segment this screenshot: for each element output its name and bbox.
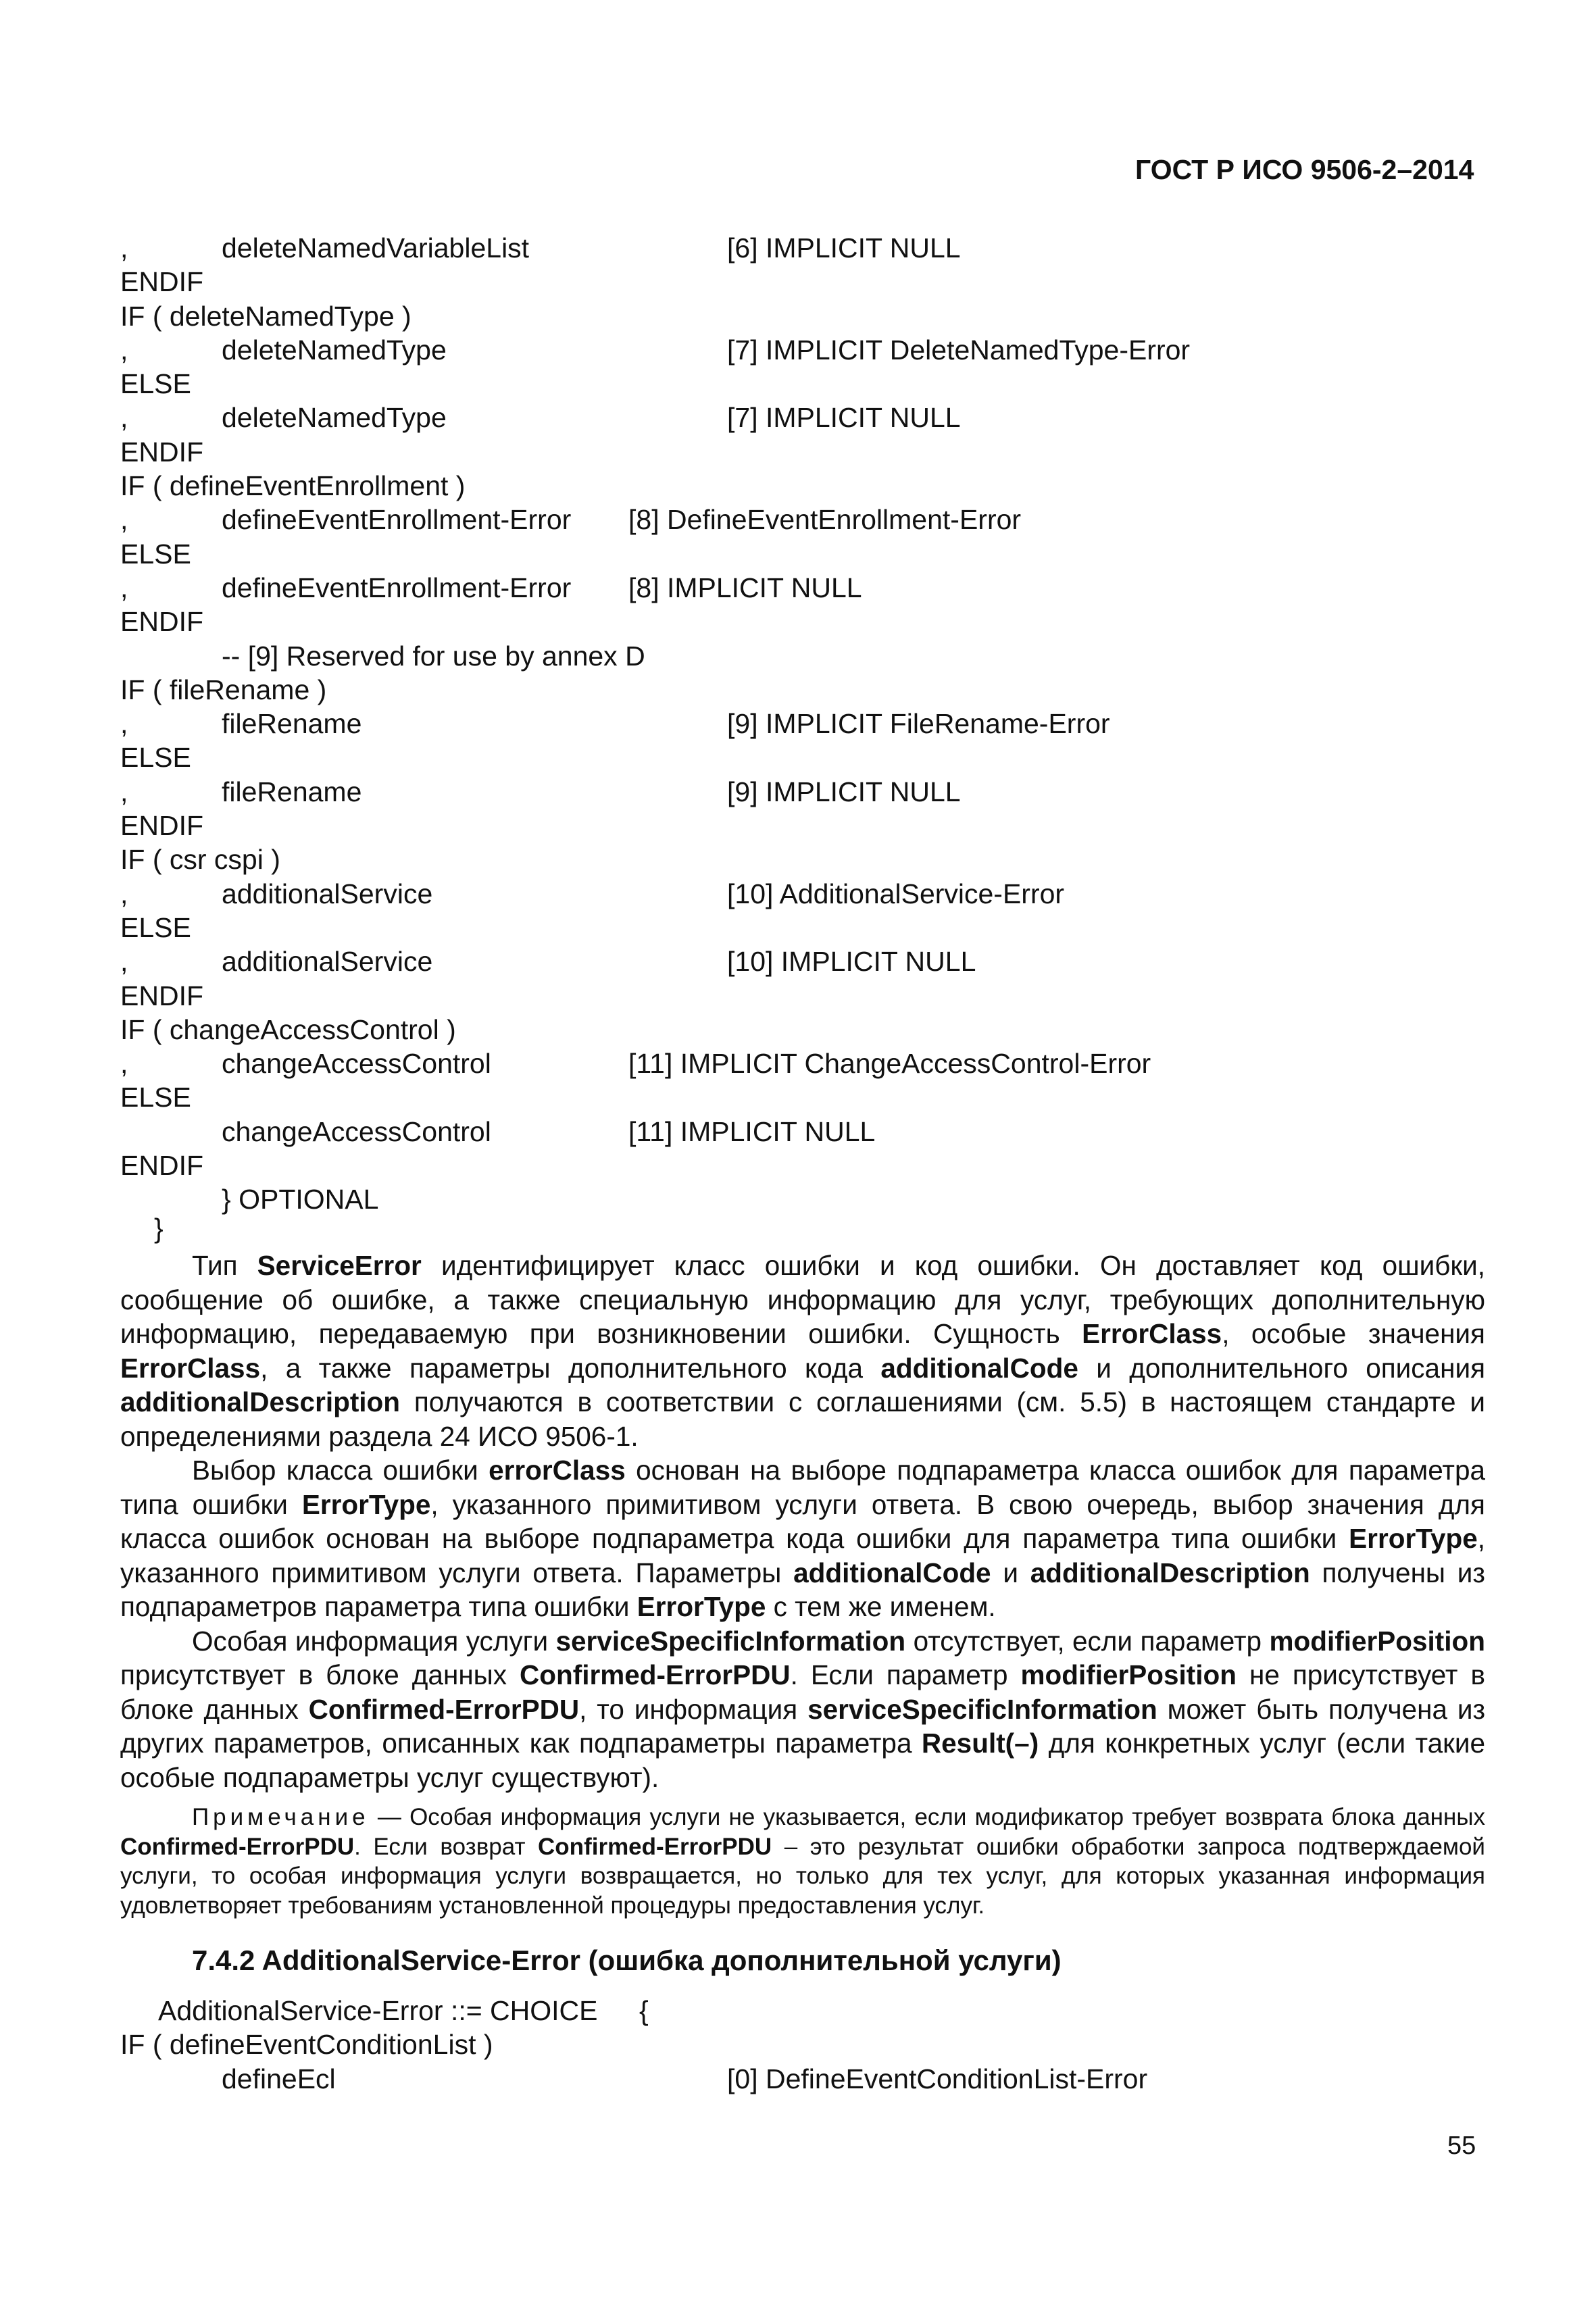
term: modifierPosition [1020, 1659, 1237, 1690]
code-keyword: ENDIF [120, 436, 203, 468]
term: additionalDescription [120, 1386, 401, 1417]
note [120, 1803, 1485, 1920]
code-keyword: , [120, 334, 128, 366]
code-keyword: IF ( fileRename ) [120, 674, 327, 705]
code-line [120, 945, 1485, 978]
code-field-type: [8] IMPLICIT NULL [628, 572, 862, 603]
code-keyword: ENDIF [120, 980, 203, 1011]
section-heading: 7.4.2 AdditionalService-Error (ошибка дополнительной услуги) [192, 1944, 1062, 1976]
code-keyword: ENDIF [120, 1150, 203, 1182]
code-field-name: additionalService [222, 878, 433, 909]
text-run: , указанного примитивом услуги ответа. Параметры [120, 1523, 1485, 1588]
code-line [120, 469, 1485, 503]
code-keyword: , [120, 776, 128, 807]
text-run: идентифицирует класс ошибки и код ошибки. Он доставляет код ошибки, сообщение об ошибке, а также специальную информацию для услуг, требующих дополнительную информацию, передаваемую при возникновении ошибки. Сущность [120, 1250, 1485, 1349]
code-field-type: [6] IMPLICIT NULL [727, 232, 961, 263]
code-field-type: [9] IMPLICIT NULL [727, 776, 961, 807]
term: ErrorClass [1082, 1318, 1222, 1349]
term: ErrorType [301, 1488, 431, 1520]
code-line [120, 1994, 1485, 2028]
text-run: , а также параметры дополнительного кода [260, 1352, 881, 1384]
code-field-name: changeAccessControl [222, 1048, 491, 1080]
code-line [120, 605, 1485, 638]
code-keyword: , [120, 232, 128, 263]
code-line [120, 639, 1485, 673]
term: ServiceError [257, 1250, 422, 1281]
code-line [120, 571, 1485, 605]
code-line [120, 367, 1485, 401]
asn1-code-block-2 [120, 1994, 1485, 2096]
paragraph [120, 1624, 1485, 1795]
code-field-name: } OPTIONAL [222, 1184, 379, 1215]
code-line [120, 1013, 1485, 1047]
term: modifierPosition [1269, 1625, 1485, 1657]
code-keyword: IF ( deleteNamedType ) [120, 300, 412, 332]
asn1-code-block [120, 231, 1485, 1217]
code-line [120, 1149, 1485, 1182]
code-keyword: ELSE [120, 368, 191, 400]
code-type-definition: AdditionalService-Error ::= CHOICE [158, 1995, 598, 2026]
code-keyword: IF ( defineEventConditionList ) [120, 2029, 493, 2061]
code-keyword: , [120, 1048, 128, 1080]
code-field-name: defineEcl [222, 2063, 336, 2094]
closing-brace [120, 1211, 391, 1245]
code-line [120, 401, 1485, 434]
code-line [120, 1115, 1485, 1149]
code-keyword: , [120, 402, 128, 434]
term: Confirmed-ErrorPDU [120, 1833, 355, 1860]
term: ErrorType [637, 1591, 766, 1622]
text-run: . Если возврат [354, 1833, 539, 1860]
paragraph [120, 1249, 1485, 1453]
code-line [120, 842, 1485, 876]
code-line [120, 740, 1485, 774]
text-run: получены из подпараметров параметра типа ошибки [120, 1557, 1485, 1622]
code-field-name: fileRename [222, 776, 362, 807]
code-field-type: [11] IMPLICIT NULL [628, 1115, 876, 1147]
code-line [120, 673, 1485, 707]
code-keyword: , [120, 504, 128, 536]
term: Result(–) [921, 1728, 1039, 1759]
code-line [120, 2028, 1485, 2061]
code-field-type: [7] IMPLICIT DeleteNamedType-Error [727, 334, 1191, 366]
code-field-type: [10] IMPLICIT NULL [727, 946, 976, 978]
code-line [120, 1080, 1485, 1114]
text-run: может быть получена из других параметров, описанных как подпараметры параметра [120, 1693, 1486, 1759]
code-line [120, 333, 1485, 367]
text-run: и [991, 1557, 1030, 1588]
code-line [120, 231, 1485, 265]
code-keyword: ELSE [120, 1082, 191, 1113]
code-keyword: ELSE [120, 911, 191, 943]
code-keyword: , [120, 572, 128, 603]
code-line [120, 1047, 1485, 1080]
code-line [120, 265, 1485, 299]
code-field-name: fileRename [222, 708, 362, 740]
code-keyword: IF ( defineEventEnrollment ) [120, 470, 466, 502]
code-line [120, 435, 1485, 469]
page-header: ГОСТ Р ИСО 9506-2–2014 [1135, 154, 1474, 185]
text-run: Примечание [192, 1804, 370, 1830]
code-keyword: ELSE [120, 538, 191, 570]
text-run: . Если параметр [790, 1659, 1021, 1690]
code-line [120, 809, 1485, 842]
code-field-type: [11] IMPLICIT ChangeAccessControl-Error [628, 1048, 1151, 1080]
text-run: не присутствует в блоке данных [120, 1659, 1485, 1725]
text-run: и дополнительного описания [1078, 1352, 1485, 1384]
term: Confirmed-ErrorPDU [308, 1693, 580, 1725]
text-run: основан на выборе подпараметра класса ошибок для параметра типа ошибки [120, 1455, 1485, 1520]
text-run: с тем же именем. [766, 1591, 996, 1622]
term: additionalCode [793, 1557, 991, 1588]
term: errorClass [489, 1455, 626, 1486]
code-line [120, 2062, 1485, 2096]
code-field-name: defineEventEnrollment-Error [222, 572, 572, 603]
code-line [120, 979, 1485, 1013]
page-number: 55 [1447, 2132, 1476, 2160]
term: serviceSpecificInformation [555, 1625, 906, 1657]
text-run: отсутствует, если параметр [905, 1625, 1270, 1657]
code-line [120, 877, 1485, 911]
code-keyword: , [120, 708, 128, 740]
text-run: , указанного примитивом услуги ответа. В свою очередь, выбор значения для класса ошибок основан на выборе подпараметра кода ошибки для параметра типа ошибки [120, 1488, 1485, 1554]
code-field-name: deleteNamedType [222, 334, 447, 366]
code-field-name: defineEventEnrollment-Error [222, 504, 572, 536]
code-field-type: [0] DefineEventConditionList-Error [727, 2063, 1148, 2094]
code-field-name: changeAccessControl [222, 1115, 491, 1147]
code-keyword: ELSE [120, 742, 191, 774]
code-line [120, 537, 1485, 571]
text-run: для конкретных услуг (если такие особые подпараметры услуг существуют). [120, 1728, 1485, 1793]
text-run: Особая информация услуги [192, 1625, 556, 1657]
code-line [120, 775, 1485, 809]
code-line [120, 911, 1485, 945]
term: ErrorClass [120, 1352, 261, 1384]
code-field-name: -- [9] Reserved for use by annex D [222, 640, 645, 672]
text-run: — Особая информация услуги не указывается, если модификатор требует возврата блока данных [369, 1804, 1485, 1830]
code-field-type: [7] IMPLICIT NULL [727, 402, 961, 434]
code-field-name: deleteNamedType [222, 402, 447, 434]
text-run: , особые значения [1222, 1318, 1485, 1349]
text-run: , то информация [579, 1693, 808, 1725]
paragraph [120, 1453, 1485, 1624]
term: additionalDescription [1030, 1557, 1310, 1588]
code-field-type: [8] DefineEventEnrollment-Error [628, 504, 1022, 536]
code-keyword: ENDIF [120, 266, 203, 298]
body-text [120, 1249, 1485, 1794]
code-field-type: [10] AdditionalService-Error [727, 878, 1065, 909]
code-keyword: IF ( changeAccessControl ) [120, 1013, 456, 1045]
note-paragraph [120, 1803, 1485, 1920]
code-keyword: ENDIF [120, 606, 203, 638]
code-field-name: deleteNamedVariableList [222, 232, 530, 263]
text-run: присутствует в блоке данных [120, 1659, 520, 1690]
term: Confirmed-ErrorPDU [520, 1659, 791, 1690]
code-line [120, 299, 1485, 333]
code-field-type: [9] IMPLICIT FileRename-Error [727, 708, 1110, 740]
term: serviceSpecificInformation [807, 1693, 1157, 1725]
code-keyword: , [120, 878, 128, 909]
term: Confirmed-ErrorPDU [538, 1833, 772, 1860]
code-open-brace: { [639, 1995, 649, 2026]
text-run: Тип [192, 1250, 257, 1281]
code-keyword: , [120, 946, 128, 978]
code-field-name: additionalService [222, 946, 433, 978]
text-run: получаются в соответствии с соглашениями (см. 5.5) в настоящем стандарте и определениями раздела 24 ИСО 9506-1. [120, 1386, 1485, 1452]
code-line [120, 503, 1485, 536]
text-run: Выбор класса ошибки [192, 1455, 489, 1486]
term: additionalCode [880, 1352, 1078, 1384]
closing-brace-text: } [154, 1213, 164, 1244]
code-keyword: IF ( csr cspi ) [120, 844, 280, 876]
code-line [120, 707, 1485, 740]
term: ErrorType [1349, 1523, 1478, 1554]
code-keyword: ENDIF [120, 810, 203, 842]
text-run: – это результат ошибки обработки запроса подтверждаемой услуги, то особая информация услуги возвращается, но только для тех услуг, для которых указанная информация удовлетворяет требованиям установленной процедуры предоставления услуг. [120, 1833, 1485, 1919]
